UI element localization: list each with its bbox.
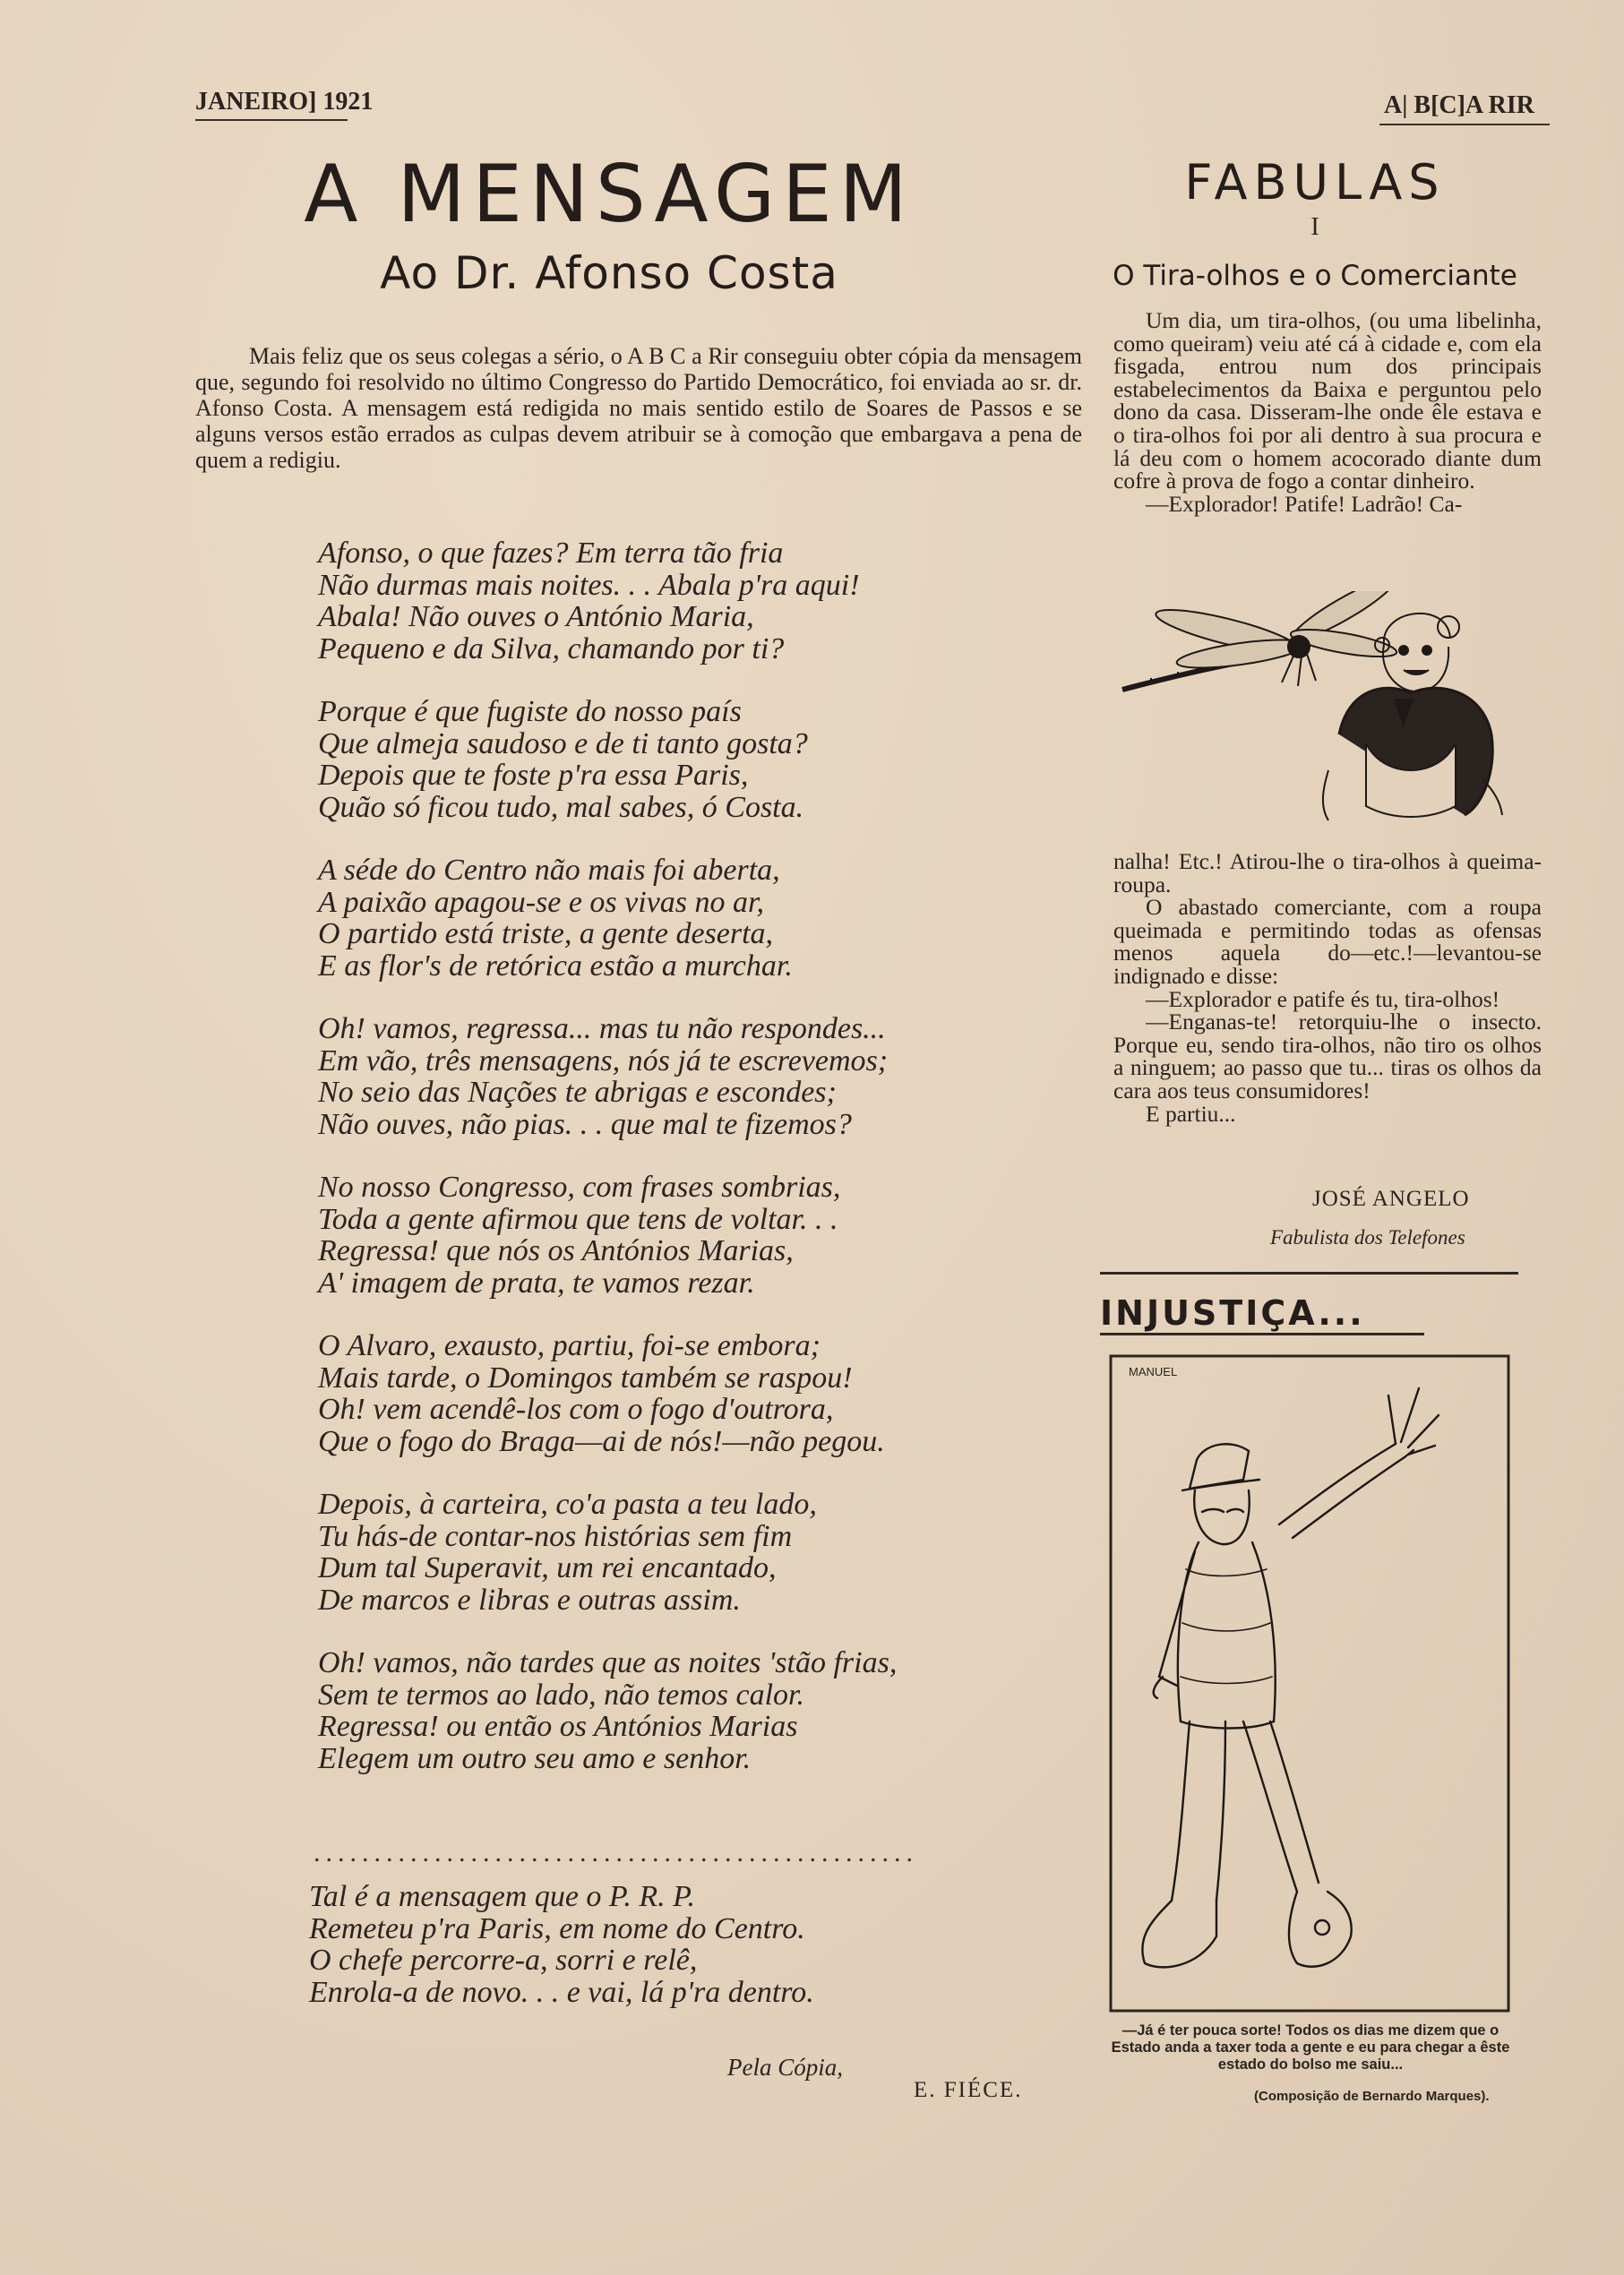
fable-subtitle: O Tira-olhos e o Comerciante [1113,260,1517,292]
header-rule-left [195,119,348,121]
header-rule-right [1379,124,1550,125]
fable-illustration [1115,591,1527,833]
column-separator [1100,1272,1518,1275]
poem-line: No seio das Nações te abrigas e escondes; [318,1076,837,1109]
article-subtitle: Ao Dr. Afonso Costa [380,247,838,299]
cartoon-illustration [1109,1354,1510,2013]
poem-line: De marcos e libras e outras assim. [318,1583,741,1617]
article-title: A MENSAGEM [304,148,915,240]
poem-stanza [318,537,1088,665]
poem-line: A séde do Centro não mais foi aberta, [318,854,780,887]
poem-line: Toda a gente afirmou que tens de voltar. . . [318,1202,838,1236]
poem-stanza [318,1647,1088,1774]
poem-line: O partido está triste, a gente deserta, [318,917,774,950]
dragonfly-icon [1122,591,1400,690]
fable-text-part2 [1113,850,1542,1125]
poem-stanza [318,1013,1088,1140]
poem-line: Oh! vamos, regressa... mas tu não respondes... [318,1012,886,1045]
poem-line: Que almeja saudoso e de ti tanto gosta? [318,726,808,760]
poem-line: A paixão apagou-se e os vivas no ar, [318,885,764,919]
cartoon-credit: (Composição de Bernardo Marques). [1254,2089,1490,2104]
taxed-man-figure [1142,1388,1439,1967]
poem-line: O Alvaro, exausto, partiu, foi-se embora; [318,1329,821,1362]
poem-stanza [318,1330,1088,1457]
poem-line: Em vão, três mensagens, nós já te escrevemos; [318,1043,889,1077]
article-intro: Mais feliz que os seus colegas a sério, o A B C a Rir conseguiu obter cópia da mensagem que, segundo foi resolvido no último Congresso do Partido Democrático, foi enviada ao sr. dr. Afonso Costa. A mensagem está redigida no mais sentido estilo de Soares de Passos e se alguns versos estão errados as culpas devem atribuir se à comoção que embargava a pena de quem a redigiu. [195,343,1082,473]
artist-signature: MANUEL [1129,1365,1178,1378]
poem-line: Depois, à carteira, co'a pasta a teu lado, [318,1488,817,1521]
poem-line: Oh! vamos, não tardes que as noites 'stão frias, [318,1646,898,1679]
poem-line: Depois que te foste p'ra essa Paris, [318,759,749,792]
poem-line: Abala! Não ouves o António Maria, [318,600,754,633]
fable-text-part1 [1113,309,1542,515]
poem-line: Oh! vem acendê-los com o fogo d'outrora, [318,1393,834,1426]
fable-paragraph: —Explorador e patife és tu, tira-olhos! [1146,985,1500,1012]
poem-line: E as flor's de retórica estão a murchar. [318,949,793,983]
fable-paragraph: O abastado comerciante, com a roupa queimada e permitindo todas as ofensas menos aquela do—etc.!—levantou-se indignado e disse: [1113,894,1542,989]
poem-stanza [318,854,1088,982]
poem-line: Não durmas mais noites. . . Abala p'ra aqui! [318,568,860,602]
issue-date: JANEIRO] 1921 [195,88,374,116]
poem-line: Enrola-a de novo. . . e vai, lá p'ra dentro. [309,1975,814,2009]
publication-name: A| B[C]A RIR [1384,91,1534,119]
poem-line: Elegem um outro seu amo e senhor. [318,1741,752,1775]
poem-line: No nosso Congresso, com frases sombrias, [318,1171,841,1204]
fable-number: I [1310,213,1319,241]
poem-line: Dum tal Superavit, um rei encantado, [318,1551,777,1584]
poem-line: O chefe percorre-a, sorri e relê, [309,1944,698,1977]
article-signoff: Pela Cópia, [727,2054,843,2081]
fable-paragraph: —Explorador! Patife! Ladrão! Ca- [1146,490,1463,517]
cartoon-title-rule [1100,1333,1424,1335]
final-stanza [309,1881,1079,2008]
fable-paragraph: Um dia, um tira-olhos, (ou uma libelinha, como queiram) veiu até cá à cidade e, com ela fisgada, entrou num dos principais estabelecimentos da Baixa e perguntou pelo dono da casa. Disseram-lhe onde êle estava e o tira-olhos foi por ali dentro à sua procura e lá deu com o homem acocorado diante dum cofre à prova de fogo a contar dinheiro. [1113,307,1542,494]
cartoon-caption: —Já é ter pouca sorte! Todos os dias me dizem que o Estado anda a taxer toda a gente e eu para chegar a êste estado do bolso me saiu... [1111,2022,1510,2073]
poem-line: Não ouves, não pias. . . que mal te fizemos? [318,1107,852,1141]
poem-line: Afonso, o que fazes? Em terra tão fria [318,537,784,570]
poem-separator: .................................................. [314,1838,918,1867]
poem-stanza [318,1172,1088,1299]
poem-line: Remeteu p'ra Paris, em nome do Centro. [309,1911,805,1945]
poem-stanza [318,1489,1088,1616]
poem-line: Regressa! ou então os Antónios Marias [318,1710,798,1743]
poem-line: Tu hás-de contar-nos histórias sem fim [318,1519,793,1553]
poem [318,537,1088,1774]
fable-title: FABULAS [1184,154,1446,210]
poem-line: Porque é que fugiste do nosso país [318,695,742,728]
poem-line: Quão só ficou tudo, mal sabes, ó Costa. [318,790,804,824]
cartoon-title: INJUSTIÇA... [1100,1293,1365,1333]
poem-line: Sem te termos ao lado, não temos calor. [318,1678,805,1712]
poem-line: Regressa! que nós os Antónios Marias, [318,1234,794,1267]
poem-line: Pequeno e da Silva, chamando por ti? [318,631,785,665]
fable-paragraph: —Enganas-te! retorquiu-lhe o insecto. Porque eu, sendo tira-olhos, não tiro os olhos a ninguem; ao passo que tu... tiras os olhos da cara aos teus consumidores! [1113,1009,1542,1103]
poem-line: Mais tarde, o Domingos também se raspou! [318,1361,853,1395]
fable-author-role: Fabulista dos Telefones [1270,1226,1465,1249]
poem-stanza [318,696,1088,823]
poem-line: Que o fogo do Braga—ai de nós!—não pegou. [318,1424,885,1458]
poem-line: A' imagem de prata, te vamos rezar. [318,1266,755,1300]
fable-paragraph: nalha! Etc.! Atirou-lhe o tira-olhos à queima-roupa. [1113,848,1542,897]
fable-paragraph: E partiu... [1146,1100,1236,1127]
poem-line: Tal é a mensagem que o P. R. P. [309,1880,695,1913]
fable-author: JOSÉ ANGELO [1312,1187,1470,1211]
article-author: E. FIÉCE. [914,2078,1023,2102]
